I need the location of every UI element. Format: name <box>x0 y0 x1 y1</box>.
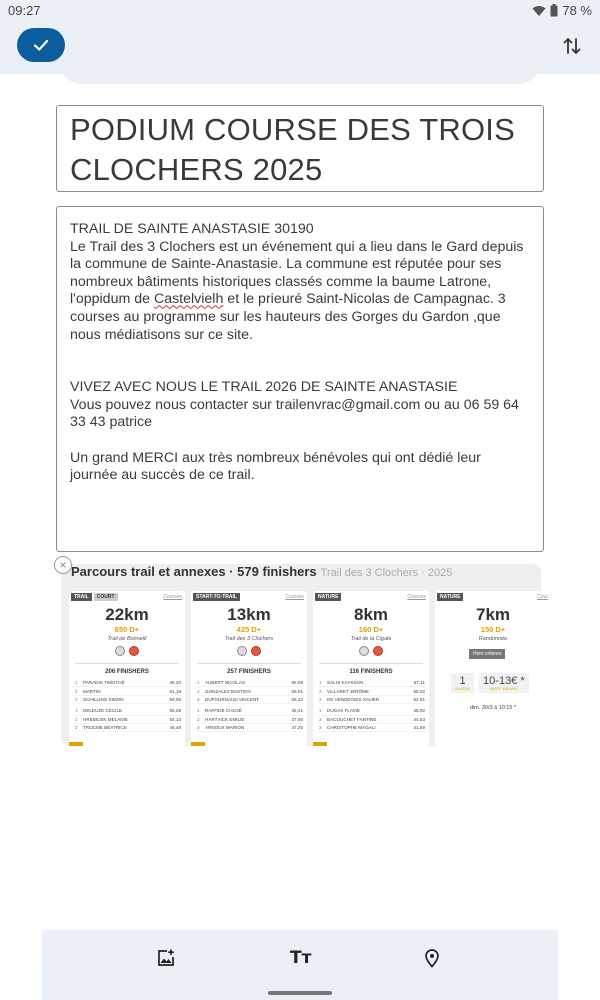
info-boxes <box>451 673 529 693</box>
badge-icon <box>115 646 125 656</box>
rank: 1 <box>319 680 322 686</box>
race-panel <box>313 591 429 746</box>
runner-score: 59,05 <box>169 696 181 702</box>
runner-score: 57,11 <box>413 680 425 686</box>
header-handle <box>58 60 542 84</box>
home-indicator[interactable] <box>268 991 332 995</box>
rank: 3 <box>75 696 78 702</box>
rank: 2 <box>197 716 200 722</box>
race-distance: 8km <box>353 605 389 624</box>
result-row <box>75 687 181 695</box>
result-row <box>75 724 181 732</box>
race-logos <box>191 646 307 656</box>
result-row <box>197 716 303 724</box>
runner-name: DUFOURNAUD VINCENT <box>205 696 260 702</box>
result-row <box>197 679 303 687</box>
runner-score: 47,25 <box>291 725 303 731</box>
race-elevation: 650 D+ <box>114 625 140 634</box>
info-box: 10-13€ * INSCR. MIN MAX <box>479 673 529 693</box>
race-name: Trail de Bonnelli <box>107 636 147 642</box>
location-pin-icon <box>422 948 442 968</box>
result-row <box>75 707 181 715</box>
add-photo-icon <box>156 948 176 968</box>
race-panel <box>435 591 551 746</box>
add-location-button[interactable] <box>422 948 442 968</box>
result-row <box>75 696 181 704</box>
runner-score: 61,19 <box>169 688 181 694</box>
description-thanks: Un grand MERCI aux très nombreux bénévoles qui ont dédié leur journée au succès de ce trail. <box>70 449 485 484</box>
result-row <box>319 696 425 704</box>
description-heading-2: VIVEZ AVEC NOUS LE TRAIL 2026 DE SAINTE ANASTASIE <box>70 379 458 396</box>
info-box: 1 RAVITOS <box>451 673 474 693</box>
embedded-image-card[interactable] <box>61 564 548 746</box>
title-field[interactable] <box>56 105 544 192</box>
description-heading: TRAIL DE SAINTE ANASTASIE 30190 <box>70 221 314 237</box>
race-tags <box>437 593 463 601</box>
result-row <box>75 716 181 724</box>
race-name: Trail des 3 Clochers <box>224 636 274 642</box>
rank: 1 <box>197 708 200 714</box>
runner-name: TROCME BÉATRICE <box>83 725 127 731</box>
result-row <box>319 716 425 724</box>
race-tags <box>193 593 240 601</box>
title-text: PODIUM COURSE DES TROIS CLOCHERS 2025 <box>70 112 515 187</box>
runner-name: SCHILLING SIMON <box>83 696 124 702</box>
runner-score: 48,48 <box>169 725 181 731</box>
badge-icon <box>359 646 369 656</box>
result-row <box>319 707 425 715</box>
wifi-icon <box>532 5 546 17</box>
runner-score: 45,92 <box>413 708 425 714</box>
race-distance: 13km <box>227 605 271 624</box>
rank: 2 <box>75 688 78 694</box>
race-name: Trail de la Cigale <box>350 636 392 642</box>
race-tag: NATURE <box>315 593 341 601</box>
rank: 1 <box>75 680 78 686</box>
race-tag: NATURE <box>437 593 463 601</box>
rank: 2 <box>197 688 200 694</box>
done-button[interactable] <box>17 28 65 62</box>
remove-image-button[interactable] <box>54 556 72 574</box>
race-distance: 22km <box>105 605 149 624</box>
race-name: Randonnée <box>478 636 508 642</box>
runner-score: 52,81 <box>413 696 425 702</box>
runner-score: 47,56 <box>291 716 303 722</box>
rank: 2 <box>319 688 322 694</box>
race-elevation: 150 D+ <box>480 625 506 634</box>
runner-name: VILLARET JÉRÔME <box>327 688 370 694</box>
runner-name: DE VENDEGIES XAVIER <box>327 696 380 702</box>
bottom-toolbar <box>42 930 558 1000</box>
status-icons <box>532 3 592 18</box>
result-row <box>197 724 303 732</box>
runner-name: BACOUCHET FANTINE <box>327 716 377 722</box>
race-panel <box>191 591 307 746</box>
runner-score: 59,22 <box>291 696 303 702</box>
results-list <box>319 679 425 732</box>
runner-name: HARTVICK EMILIE <box>205 716 245 722</box>
accent-bar <box>191 742 205 746</box>
misspelled-word[interactable]: Castelvielh <box>153 291 224 308</box>
divider <box>75 663 179 664</box>
description-paragraph-1: Le Trail des 3 Clochers est un événement qui a lieu dans le Gard depuis la commune de Sainte-Anastasie. La commune est réputée pour ses nombreux bâtiments historiques classés comme la baume Latrone, l'oppidum de Castelvielh et le prieuré Saint-Nicolas de Campagnac. 3 courses au programme sur les hauteurs des Gorges du Gardon ,que nous médiatisons sur ce site. <box>70 238 528 343</box>
result-row <box>319 724 425 732</box>
battery-icon <box>550 4 558 17</box>
runner-score: 48,41 <box>291 708 303 714</box>
description-contact: Vous pouvez nous contacter sur trailenvrac@gmail.com ou au 06 59 64 33 43 patrice <box>70 396 523 431</box>
rank: 3 <box>319 725 322 731</box>
accent-bar <box>69 742 83 746</box>
runner-score: 54,13 <box>169 716 181 722</box>
courses-link: Courses <box>163 594 182 600</box>
rank: 3 <box>75 725 78 731</box>
rank: 3 <box>319 696 322 702</box>
runner-name: HREBICEK MÉLANIE <box>83 716 128 722</box>
description-field[interactable] <box>56 206 544 552</box>
text-format-button[interactable] <box>290 948 314 968</box>
race-date: dim. 30/3 à 10:15 * <box>469 705 517 711</box>
result-row <box>75 679 181 687</box>
badge-icon <box>129 646 139 656</box>
checkmark-icon <box>31 35 51 55</box>
runner-score: 65,09 <box>291 680 303 686</box>
runner-name: PARADIS TIMOTHÉ <box>83 680 125 686</box>
rank: 2 <box>319 716 322 722</box>
hors-criteres-badge: Hors critères <box>469 649 505 659</box>
badge-icon <box>373 646 383 656</box>
close-icon: × <box>59 558 67 572</box>
result-row <box>197 707 303 715</box>
add-image-button[interactable] <box>156 948 176 968</box>
reorder-button[interactable] <box>560 34 584 58</box>
race-distance: 7km <box>475 605 511 624</box>
rank: 1 <box>197 680 200 686</box>
race-logos <box>313 646 429 656</box>
rank: 2 <box>75 716 78 722</box>
courses-link: Courses <box>285 594 304 600</box>
text-format-icon: Tт <box>290 948 312 968</box>
result-row <box>319 679 425 687</box>
race-panels <box>69 591 551 746</box>
runner-name: DUGAS FLAVIE <box>327 708 361 714</box>
race-tag: TRAIL <box>71 593 92 601</box>
badge-icon <box>237 646 247 656</box>
race-tags <box>315 593 341 601</box>
result-row <box>197 696 303 704</box>
battery-level: 78 % <box>562 3 592 18</box>
finishers-count: 257 FINISHERS <box>227 669 271 675</box>
divider <box>319 663 423 664</box>
status-time: 09:27 <box>8 3 41 18</box>
race-tags <box>71 593 118 601</box>
rank: 3 <box>197 696 200 702</box>
runner-name: GONZALEZ BASTIEN <box>205 688 251 694</box>
courses-link: Courses <box>407 594 426 600</box>
runner-name: ARNOUX MARION <box>205 725 245 731</box>
results-list <box>75 679 181 732</box>
rank: 1 <box>75 708 78 714</box>
runner-score: 55,26 <box>169 708 181 714</box>
race-elevation: 160 D+ <box>358 625 384 634</box>
finishers-count: 206 FINISHERS <box>105 669 149 675</box>
runner-score: 48,20 <box>169 680 181 686</box>
race-elevation: 425 D+ <box>236 625 262 634</box>
runner-name: DELEUZE CÉCILE <box>83 708 123 714</box>
race-logos <box>69 646 185 656</box>
result-row <box>319 687 425 695</box>
runner-score: 44,53 <box>413 716 425 722</box>
finishers-count: 116 FINISHERS <box>349 669 393 675</box>
race-tag: START-TO-TRAIL <box>193 593 240 601</box>
rank: 3 <box>197 725 200 731</box>
result-row <box>197 687 303 695</box>
runner-score: 55,02 <box>413 688 425 694</box>
race-panel <box>69 591 185 746</box>
courses-link: Cour <box>537 594 548 600</box>
runner-name: RAFFIDE CHLOÉ <box>205 708 242 714</box>
results-list <box>197 679 303 732</box>
runner-name: MARTIN <box>83 688 101 694</box>
runner-name: AUBERT NICOLAS <box>205 680 245 686</box>
runner-score: 41,59 <box>413 725 425 731</box>
embed-title: Parcours trail et annexes · 579 finishers Trail des 3 Clochers · 2025 <box>71 564 453 579</box>
runner-name: SALHI KAYSSON <box>327 680 364 686</box>
rank: 1 <box>319 708 322 714</box>
swap-vertical-icon <box>560 34 584 58</box>
race-tag: COURT <box>94 593 118 601</box>
accent-bar <box>313 742 327 746</box>
badge-icon <box>251 646 261 656</box>
runner-name: CHRISTOPHE MAGALI <box>327 725 376 731</box>
runner-score: 59,01 <box>291 688 303 694</box>
divider <box>197 663 301 664</box>
